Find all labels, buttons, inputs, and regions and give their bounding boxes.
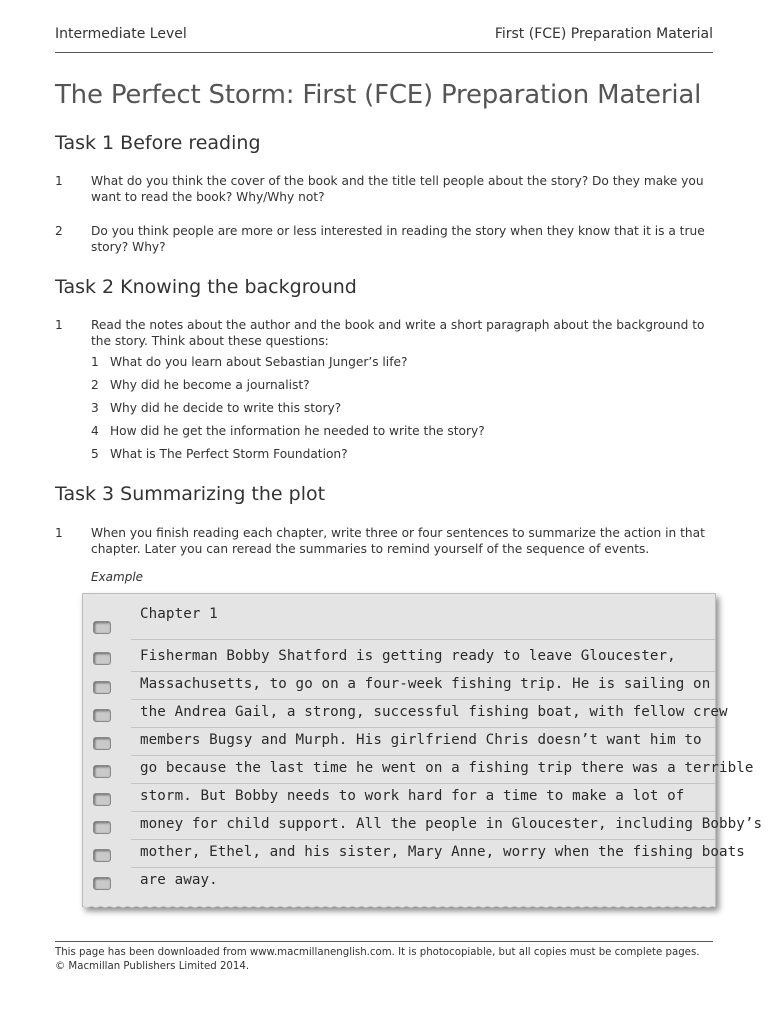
- binder-hole-icon: [93, 849, 111, 862]
- item-text: Do you think people are more or less interested in reading the story when they know that it is a true story? Why?: [91, 224, 705, 254]
- ruled-line: [131, 755, 715, 756]
- material-label: First (FCE) Preparation Material: [494, 26, 713, 42]
- handwritten-line: mother, Ethel, and his sister, Mary Anne, worry when the fishing boats: [140, 844, 745, 860]
- footer-notice: This page has been downloaded from www.macmillanenglish.com. It is photocopiable, but all copies must be complete pages.: [55, 947, 700, 958]
- question-text: Why did he decide to write this story?: [110, 401, 342, 415]
- ruled-line: [131, 671, 715, 672]
- footer-copyright: © Macmillan Publishers Limited 2014.: [55, 961, 250, 972]
- item-text: When you finish reading each chapter, write three or four sentences to summarize the action in that chapter. Later you can reread the summaries to remind yourself of the sequence of events.: [91, 526, 705, 556]
- question-text: How did he get the information he needed to write the story?: [110, 424, 485, 438]
- notebook-example: [82, 593, 763, 907]
- task2-item-1: [55, 317, 715, 349]
- binder-hole-icon: [93, 621, 111, 634]
- handwritten-line: money for child support. All the people in Gloucester, including Bobby’s: [140, 816, 763, 832]
- page-header: [55, 24, 713, 53]
- handwritten-line: storm. But Bobby needs to work hard for a time to make a lot of: [140, 788, 685, 804]
- question-number: 3: [91, 401, 99, 415]
- question-2: [91, 378, 310, 392]
- item-number: 1: [55, 174, 63, 188]
- ruled-line: [131, 867, 715, 868]
- binder-hole-icon: [93, 793, 111, 806]
- binder-hole-icon: [93, 652, 111, 665]
- handwritten-line: go because the last time he went on a fishing trip there was a terrible: [140, 760, 754, 776]
- question-4: [91, 424, 485, 438]
- handwritten-line: Massachusetts, to go on a four-week fishing trip. He is sailing on: [140, 676, 711, 692]
- handwritten-line: Fisherman Bobby Shatford is getting ready to leave Gloucester,: [140, 648, 676, 664]
- question-number: 1: [91, 355, 99, 369]
- binder-hole-icon: [93, 821, 111, 834]
- task1-heading: Task 1 Before reading: [55, 132, 261, 154]
- question-number: 2: [91, 378, 99, 392]
- binder-hole-icon: [93, 681, 111, 694]
- page-title: The Perfect Storm: First (FCE) Preparation Material: [55, 80, 702, 110]
- binder-hole-icon: [93, 877, 111, 890]
- handwritten-line: the Andrea Gail, a strong, successful fishing boat, with fellow crew: [140, 704, 728, 720]
- question-3: [91, 401, 341, 415]
- task1-item-1: [55, 173, 715, 205]
- item-number: 2: [55, 224, 63, 238]
- page-footer: [55, 941, 713, 974]
- binder-hole-icon: [93, 737, 111, 750]
- question-number: 4: [91, 424, 99, 438]
- ruled-line: [131, 839, 715, 840]
- ruled-line: [131, 783, 715, 784]
- level-label: Intermediate Level: [55, 26, 187, 42]
- question-text: What is The Perfect Storm Foundation?: [110, 447, 348, 461]
- binder-hole-icon: [93, 765, 111, 778]
- question-5: [91, 447, 348, 461]
- task2-heading: Task 2 Knowing the background: [55, 276, 357, 298]
- task1-item-2: [55, 223, 715, 255]
- handwritten-chapter-title: Chapter 1: [140, 606, 218, 622]
- ruled-line: [131, 639, 715, 640]
- binder-hole-icon: [93, 709, 111, 722]
- item-number: 1: [55, 318, 63, 332]
- item-number: 1: [55, 526, 63, 540]
- item-text: What do you think the cover of the book and the title tell people about the story? Do they make you want to read the book? Why/Why not?: [91, 174, 704, 204]
- handwritten-line: members Bugsy and Murph. His girlfriend Chris doesn’t want him to: [140, 732, 702, 748]
- question-number: 5: [91, 447, 99, 461]
- task3-heading: Task 3 Summarizing the plot: [55, 483, 326, 505]
- task3-item-1: [55, 525, 715, 557]
- ruled-line: [131, 811, 715, 812]
- torn-edge: [83, 903, 715, 911]
- example-label: Example: [91, 570, 144, 584]
- item-text: Read the notes about the author and the book and write a short paragraph about the background to the story. Think about these questions:: [91, 318, 705, 348]
- question-text: Why did he become a journalist?: [110, 378, 310, 392]
- ruled-line: [131, 727, 715, 728]
- question-1: [91, 355, 407, 369]
- ruled-line: [131, 699, 715, 700]
- question-text: What do you learn about Sebastian Junger’s life?: [110, 355, 408, 369]
- handwritten-line: are away.: [140, 872, 218, 888]
